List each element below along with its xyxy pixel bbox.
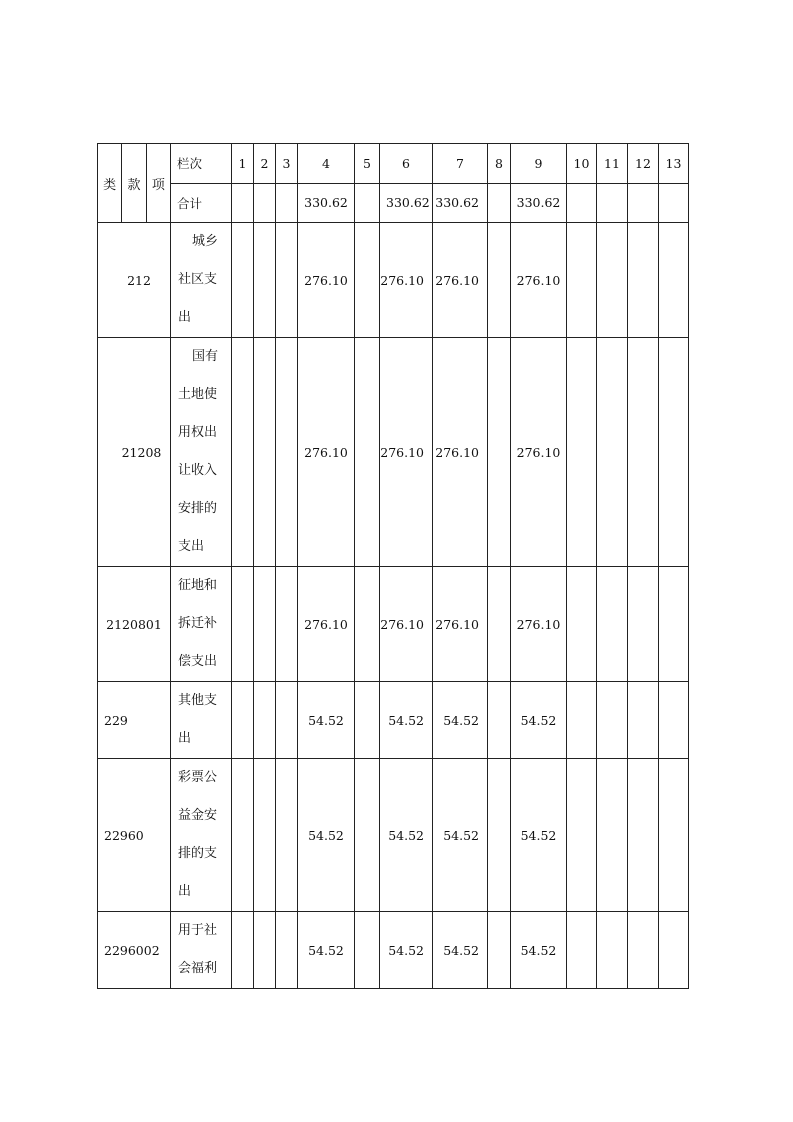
item-name-line: 让收入 bbox=[178, 463, 218, 478]
value-cell: 276.10 bbox=[380, 567, 433, 682]
item-name-line: 其他支 bbox=[178, 693, 218, 708]
value-cell bbox=[659, 682, 689, 759]
value-cell bbox=[628, 223, 659, 338]
value-cell bbox=[232, 567, 254, 682]
column-number-10: 10 bbox=[567, 144, 597, 184]
value-cell bbox=[355, 567, 380, 682]
item-name-line: 出 bbox=[178, 310, 192, 325]
value-cell: 276.10 bbox=[433, 223, 488, 338]
value-cell bbox=[597, 338, 628, 567]
value-cell bbox=[355, 759, 380, 912]
total-cell: 330.62 bbox=[433, 183, 488, 223]
header-row bbox=[98, 144, 689, 184]
budget-code: 229 bbox=[98, 682, 171, 759]
budget-item-name bbox=[171, 567, 232, 682]
total-cell: 330.62 bbox=[511, 183, 567, 223]
value-cell bbox=[355, 912, 380, 989]
value-cell: 54.52 bbox=[433, 759, 488, 912]
total-cell bbox=[659, 183, 689, 223]
budget-item-name bbox=[171, 759, 232, 912]
value-cell bbox=[254, 223, 276, 338]
value-cell: 54.52 bbox=[511, 912, 567, 989]
value-cell: 276.10 bbox=[298, 567, 355, 682]
value-cell bbox=[488, 567, 511, 682]
value-cell bbox=[628, 567, 659, 682]
value-cell: 276.10 bbox=[511, 338, 567, 567]
value-cell bbox=[254, 912, 276, 989]
value-cell: 276.10 bbox=[511, 223, 567, 338]
value-cell: 276.10 bbox=[433, 567, 488, 682]
value-cell: 54.52 bbox=[511, 682, 567, 759]
value-cell bbox=[355, 338, 380, 567]
value-cell bbox=[567, 567, 597, 682]
column-number-2: 2 bbox=[254, 144, 276, 184]
value-cell bbox=[597, 567, 628, 682]
value-cell bbox=[597, 759, 628, 912]
value-cell bbox=[628, 759, 659, 912]
item-name-line: 排的支 bbox=[178, 846, 218, 861]
total-cell: 330.62 bbox=[380, 183, 433, 223]
value-cell bbox=[597, 912, 628, 989]
table-row bbox=[98, 567, 689, 682]
total-cell bbox=[567, 183, 597, 223]
value-cell bbox=[567, 682, 597, 759]
total-cell: 330.62 bbox=[298, 183, 355, 223]
value-cell: 276.10 bbox=[298, 223, 355, 338]
class-header: 类 bbox=[98, 144, 122, 222]
column-number-8: 8 bbox=[488, 144, 511, 184]
column-number-1: 1 bbox=[232, 144, 254, 184]
value-cell bbox=[232, 759, 254, 912]
item-name-line: 土地使 bbox=[178, 387, 218, 402]
value-cell bbox=[276, 567, 298, 682]
column-number-11: 11 bbox=[597, 144, 628, 184]
column-number-5: 5 bbox=[355, 144, 380, 184]
budget-code: 2120801 bbox=[98, 567, 171, 682]
item-name-line: 国有 bbox=[192, 349, 219, 364]
item-name-line: 会福利 bbox=[178, 961, 218, 976]
total-cell bbox=[488, 183, 511, 223]
value-cell: 54.52 bbox=[298, 912, 355, 989]
item-name-line: 出 bbox=[178, 731, 192, 746]
value-cell bbox=[232, 682, 254, 759]
value-cell: 54.52 bbox=[380, 682, 433, 759]
item-name-line: 偿支出 bbox=[178, 654, 218, 669]
value-cell bbox=[254, 759, 276, 912]
item-name-line: 安排的 bbox=[178, 501, 218, 516]
item-header: 项 bbox=[151, 177, 165, 193]
value-cell bbox=[488, 223, 511, 338]
total-cell bbox=[254, 183, 276, 223]
value-cell bbox=[659, 759, 689, 912]
column-number-6: 6 bbox=[380, 144, 433, 184]
value-cell bbox=[659, 223, 689, 338]
total-cell bbox=[597, 183, 628, 223]
table-row bbox=[98, 223, 689, 338]
value-cell bbox=[232, 223, 254, 338]
value-cell bbox=[567, 223, 597, 338]
budget-code: 22960 bbox=[98, 759, 171, 912]
table-row bbox=[98, 338, 689, 567]
value-cell: 276.10 bbox=[511, 567, 567, 682]
value-cell bbox=[597, 223, 628, 338]
column-number-7: 7 bbox=[433, 144, 488, 184]
value-cell bbox=[567, 759, 597, 912]
total-cell bbox=[232, 183, 254, 223]
value-cell bbox=[232, 338, 254, 567]
value-cell bbox=[232, 912, 254, 989]
value-cell bbox=[488, 912, 511, 989]
value-cell: 276.10 bbox=[380, 338, 433, 567]
total-cell bbox=[276, 183, 298, 223]
item-name-line: 城乡 bbox=[192, 234, 219, 249]
column-number-label: 栏次 bbox=[171, 144, 232, 184]
value-cell bbox=[276, 912, 298, 989]
value-cell bbox=[254, 567, 276, 682]
budget-item-name bbox=[171, 682, 232, 759]
column-number-12: 12 bbox=[628, 144, 659, 184]
value-cell bbox=[276, 682, 298, 759]
value-cell: 276.10 bbox=[298, 338, 355, 567]
value-cell bbox=[659, 912, 689, 989]
value-cell bbox=[276, 338, 298, 567]
value-cell: 54.52 bbox=[511, 759, 567, 912]
value-cell bbox=[488, 682, 511, 759]
item-name-line: 社区支 bbox=[178, 272, 218, 287]
total-row bbox=[98, 183, 689, 223]
column-number-13: 13 bbox=[659, 144, 689, 184]
value-cell bbox=[488, 759, 511, 912]
total-cell bbox=[628, 183, 659, 223]
value-cell bbox=[659, 338, 689, 567]
item-name-line: 益金安 bbox=[178, 808, 218, 823]
value-cell: 54.52 bbox=[298, 682, 355, 759]
value-cell: 54.52 bbox=[298, 759, 355, 912]
value-cell bbox=[488, 338, 511, 567]
table-row bbox=[98, 759, 689, 912]
item-name-line: 出 bbox=[178, 884, 192, 899]
value-cell bbox=[628, 682, 659, 759]
item-name-line: 彩票公 bbox=[178, 770, 218, 785]
value-cell bbox=[628, 912, 659, 989]
item-name-line: 支出 bbox=[178, 539, 205, 554]
budget-code: 212 bbox=[98, 223, 171, 338]
column-number-4: 4 bbox=[298, 144, 355, 184]
value-cell bbox=[276, 223, 298, 338]
item-name-line: 拆迁补 bbox=[178, 616, 218, 631]
expenditure-table bbox=[97, 143, 689, 989]
item-name-line: 用于社 bbox=[178, 923, 218, 938]
value-cell bbox=[628, 338, 659, 567]
value-cell bbox=[254, 338, 276, 567]
value-cell bbox=[659, 567, 689, 682]
total-cell bbox=[355, 183, 380, 223]
value-cell bbox=[355, 223, 380, 338]
value-cell: 54.52 bbox=[380, 759, 433, 912]
value-cell: 54.52 bbox=[433, 682, 488, 759]
table-row bbox=[98, 682, 689, 759]
value-cell bbox=[597, 682, 628, 759]
budget-item-name bbox=[171, 223, 232, 338]
value-cell: 276.10 bbox=[380, 223, 433, 338]
section-header: 款 bbox=[122, 144, 146, 222]
value-cell bbox=[254, 682, 276, 759]
value-cell: 54.52 bbox=[433, 912, 488, 989]
value-cell bbox=[567, 338, 597, 567]
item-name-line: 征地和 bbox=[178, 578, 218, 593]
value-cell bbox=[567, 912, 597, 989]
value-cell bbox=[276, 759, 298, 912]
value-cell: 54.52 bbox=[380, 912, 433, 989]
total-label: 合计 bbox=[171, 183, 232, 223]
budget-item-name bbox=[171, 912, 232, 989]
value-cell bbox=[355, 682, 380, 759]
table-row bbox=[98, 912, 689, 989]
budget-code: 21208 bbox=[98, 338, 171, 567]
item-name-line: 用权出 bbox=[178, 425, 218, 440]
column-number-9: 9 bbox=[511, 144, 567, 184]
budget-item-name bbox=[171, 338, 232, 567]
class-section-item-header bbox=[98, 144, 171, 223]
column-number-3: 3 bbox=[276, 144, 298, 184]
budget-code: 2296002 bbox=[98, 912, 171, 989]
value-cell: 276.10 bbox=[433, 338, 488, 567]
